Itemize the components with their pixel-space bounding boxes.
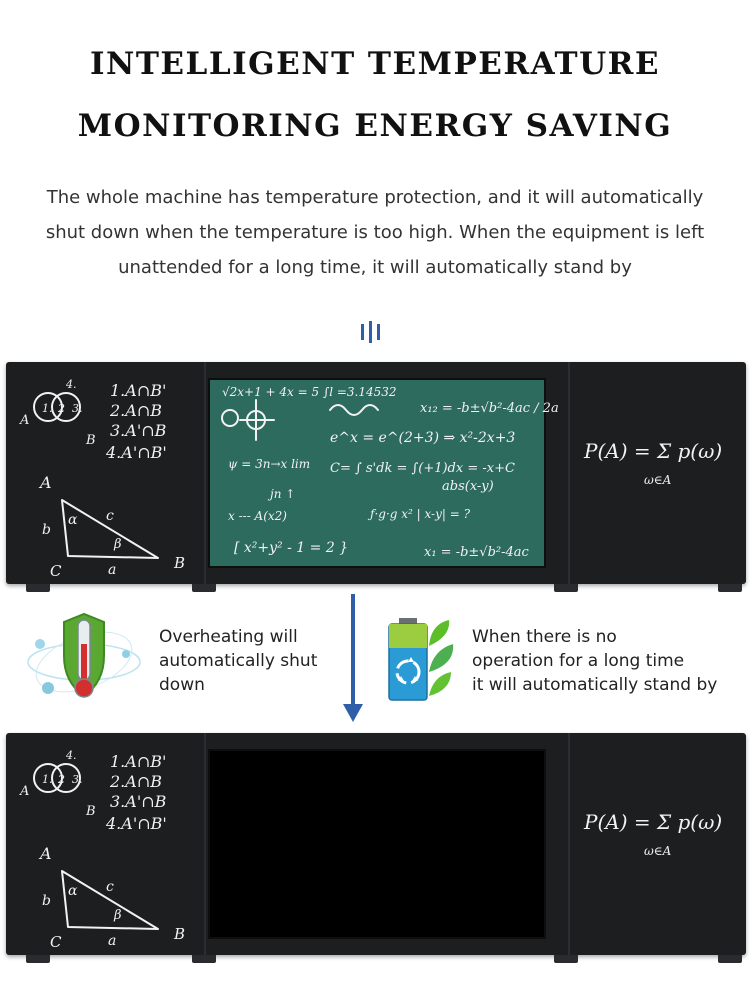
smart-board-screen-on — [6, 362, 746, 584]
svg-text:e^x = e^(2+3) ⇒ x²-2x+3: e^x = e^(2+3) ⇒ x²-2x+3 — [330, 430, 516, 446]
svg-text:a: a — [108, 562, 117, 578]
svg-text:4.A'∩B': 4.A'∩B' — [106, 814, 167, 833]
svg-text:√2x+1 + 4x = 5 ∫l =3.14532: √2x+1 + 4x = 5 ∫l =3.14532 — [222, 385, 397, 399]
chalk-set-diagram-left — [6, 362, 206, 584]
overheat-line-3: down — [159, 675, 205, 695]
svg-text:β: β — [114, 537, 122, 552]
board-foot — [26, 584, 50, 592]
board-foot — [192, 955, 216, 963]
svg-text:[ x²+y² - 1 = 2 }: [ x²+y² - 1 = 2 } — [234, 540, 349, 556]
board-seam-right — [568, 362, 570, 584]
board-foot — [26, 955, 50, 963]
chalk-probability-formula — [578, 793, 738, 873]
svg-text:2.A∩B: 2.A∩B — [110, 401, 162, 420]
svg-text:C: C — [50, 933, 62, 951]
board-foot — [192, 584, 216, 592]
battery-recycle-icon — [385, 616, 455, 702]
math-formula-content — [210, 380, 559, 566]
svg-text:P(A) = Σ p(ω): P(A) = Σ p(ω) — [584, 810, 723, 834]
chalk-probability-formula — [578, 422, 738, 502]
svg-text:β: β — [114, 908, 122, 923]
standby-line-3: it will automatically stand by — [472, 675, 718, 695]
svg-text:x₁₂ = -b±√b²-4ac / 2a: x₁₂ = -b±√b²-4ac / 2a — [420, 401, 559, 416]
svg-text:abs(x-y): abs(x-y) — [442, 479, 494, 494]
svg-text:ω∈A: ω∈A — [644, 473, 672, 487]
smart-board-screen-off — [6, 733, 746, 955]
svg-text:jn ↑: jn ↑ — [270, 487, 296, 501]
svg-text:α: α — [68, 883, 78, 899]
svg-text:2.A∩B: 2.A∩B — [110, 772, 162, 791]
display-screen-on — [208, 378, 559, 568]
svg-text:4.: 4. — [66, 378, 77, 391]
standby-line-2: operation for a long time — [472, 651, 685, 671]
standby-line-1: When there is no — [472, 627, 617, 647]
thermometer-shield-icon — [24, 610, 144, 710]
svg-text:B: B — [174, 925, 186, 943]
svg-text:x --- A(x2): x --- A(x2) — [228, 509, 287, 523]
svg-text:4.A'∩B': 4.A'∩B' — [106, 443, 167, 462]
overheat-feature-text — [159, 625, 349, 697]
chalk-set-diagram-left — [6, 733, 206, 955]
svg-text:3.A'∩B: 3.A'∩B — [110, 792, 167, 811]
svg-text:1.A∩B': 1.A∩B' — [110, 752, 167, 771]
svg-text:2: 2 — [58, 402, 65, 415]
svg-text:c: c — [106, 879, 114, 895]
svg-text:A: A — [40, 844, 52, 863]
svg-text:C: C — [50, 562, 62, 580]
page-title-line-1: INTELLIGENT TEMPERATURE — [90, 46, 660, 82]
divider-bars-icon — [361, 321, 389, 343]
svg-text:b: b — [42, 893, 51, 909]
svg-text:3.: 3. — [72, 773, 83, 786]
svg-text:C= ∫ s'dk = ∫(+1)dx = -x+C: C= ∫ s'dk = ∫(+1)dx = -x+C — [330, 461, 515, 476]
svg-text:ω∈A: ω∈A — [644, 844, 672, 858]
svg-text:c: c — [106, 508, 114, 524]
board-foot — [718, 584, 742, 592]
board-foot — [554, 584, 578, 592]
svg-text:α: α — [68, 512, 78, 528]
svg-text:1.: 1. — [42, 773, 53, 786]
svg-text:ƒ·g·g x² | x-y| = ?: ƒ·g·g x² | x-y| = ? — [370, 507, 471, 521]
svg-text:P(A) = Σ p(ω): P(A) = Σ p(ω) — [584, 439, 723, 463]
board-seam-right — [568, 733, 570, 955]
svg-text:A: A — [40, 473, 52, 492]
overheat-line-2: automatically shut — [159, 651, 318, 671]
svg-text:4.: 4. — [66, 749, 77, 762]
svg-text:ψ = 3n→x lim: ψ = 3n→x lim — [228, 457, 311, 471]
svg-text:B: B — [86, 433, 96, 448]
svg-text:3.A'∩B: 3.A'∩B — [110, 421, 167, 440]
svg-text:B: B — [86, 804, 96, 819]
svg-text:1.A∩B': 1.A∩B' — [110, 381, 167, 400]
overheat-line-1: Overheating will — [159, 627, 298, 647]
svg-text:x₁ = -b±√b²-4ac: x₁ = -b±√b²-4ac — [424, 545, 529, 560]
svg-text:A: A — [20, 413, 30, 428]
svg-text:b: b — [42, 522, 51, 538]
description-text: The whole machine has temperature protection, and it will automatically shut down when the temperature is too high. When the equipment is left unattended for a long time, it will automatically stand by — [45, 187, 705, 278]
page-title-line-2: MONITORING ENERGY SAVING — [77, 108, 673, 144]
svg-text:2: 2 — [58, 773, 65, 786]
svg-text:1.: 1. — [42, 402, 53, 415]
standby-feature-text — [472, 625, 747, 697]
board-foot — [554, 955, 578, 963]
svg-text:A: A — [20, 784, 30, 799]
board-foot — [718, 955, 742, 963]
svg-text:B: B — [174, 554, 186, 572]
display-screen-off — [208, 749, 546, 939]
svg-text:3.: 3. — [72, 402, 83, 415]
svg-text:a: a — [108, 933, 117, 949]
